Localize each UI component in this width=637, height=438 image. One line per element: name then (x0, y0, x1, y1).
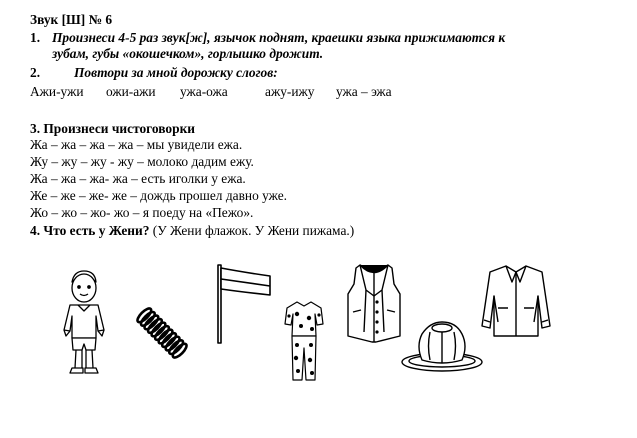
task4-answer: (У Жени флажок. У Жени пижама.) (152, 223, 355, 238)
page-title: Звук [Ш] № 6 (30, 12, 113, 27)
jelly-icon (400, 318, 484, 374)
boy-icon (58, 268, 110, 378)
jacket-icon (478, 262, 554, 340)
task2-number: 2. (30, 65, 41, 80)
task4-heading: 4. Что есть у Жени? (30, 223, 150, 238)
tongue-twister-3: Жа – жа – жа- жа – есть иголки у ежа. (30, 171, 246, 186)
task4-line (30, 223, 354, 239)
vest-icon (344, 262, 404, 344)
syllable-5: ужа – эжа (336, 84, 392, 99)
tongue-twister-5: Жо – жо – жо- жо – я поеду на «Пежо». (30, 205, 254, 220)
task1-line2: зубам, губы «окошечком», горлышко дрожит. (52, 46, 324, 61)
task1-number: 1. (30, 30, 41, 45)
task3-heading: 3. Произнеси чистоговорки (30, 121, 196, 136)
pajamas-icon (283, 298, 325, 384)
tongue-twister-2: Жу – жу – жу - жу – молоко дадим ежу. (30, 154, 254, 169)
task2-text: Повтори за мной дорожку слогов: (74, 65, 278, 80)
spring-icon (131, 302, 193, 364)
task1-line1: Произнеси 4-5 раз звук[ж], язычок поднят, краешки языка прижимаются к (52, 30, 506, 45)
syllable-4: ажу-ижу (265, 84, 315, 99)
tongue-twister-1: Жа – жа – жа – жа – мы увидели ежа. (30, 137, 243, 152)
syllable-3: ужа-ожа (180, 84, 228, 99)
flag-icon (212, 263, 274, 345)
tongue-twister-4: Же – же – же- же – дождь прошел давно уже. (30, 188, 288, 203)
syllable-1: Ажи-ужи (30, 84, 84, 99)
syllable-2: ожи-ажи (106, 84, 156, 99)
